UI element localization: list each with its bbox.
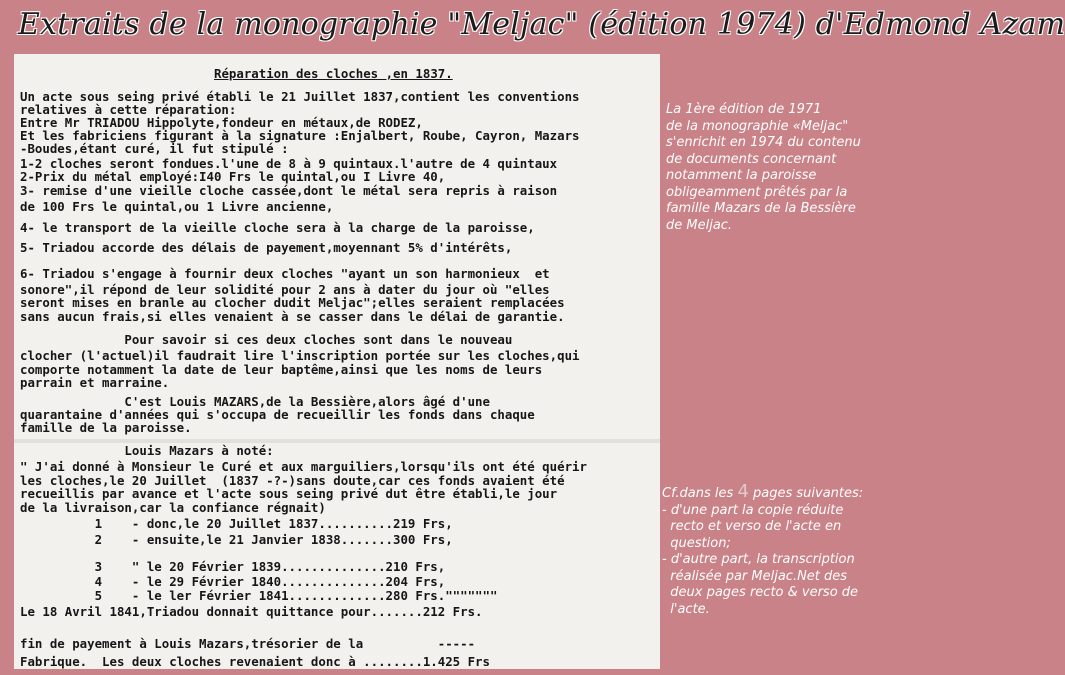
document-line: C'est Louis MAZARS,de la Bessière,alors âgé d'une [20, 394, 490, 409]
document-line: 3- remise d'une vieille cloche cassée,dont le métal sera repris à raison [20, 183, 558, 198]
document-line: de la livraison,car la confiance régnait) [20, 500, 326, 515]
edition-note-line: de documents concernant [666, 151, 837, 167]
document-line: 6- Triadou s'engage à fournir deux cloches "ayant un son harmonieux et [20, 266, 550, 281]
document-line: les cloches,le 20 Juillet (1837 -?-)sans doute,car ces fonds avaient été [20, 473, 565, 488]
page-title: Extraits de la monographie "Meljac" (édition 1974) d'Edmond Azam [18, 7, 1065, 42]
edition-note-line: s'enrichit en 1974 du contenu [666, 135, 861, 150]
document-line: sonore",il répond de leur solidité pour 2 ans à dater du jour où "elles [20, 282, 550, 297]
edition-note-line: de Meljac. [666, 217, 733, 233]
pages-note [662, 481, 898, 618]
edition-note-line: famille Mazars de la Bessière [666, 201, 856, 216]
pages-count: 4 [737, 481, 749, 502]
document-line: Le 18 Avril 1841,Triadou donnait quittance pour.......212 Frs. [20, 604, 483, 619]
document-line: 5- Triadou accorde des délais de payement,moyennant 5% d'intérêts, [20, 240, 513, 255]
document-line: relatives à cette réparation: [20, 102, 237, 117]
document-line: 4 - le 29 Février 1840..............204 Frs, [20, 574, 446, 589]
document-line: comporte notamment la date de leur baptême,ainsi que les noms de leurs [20, 362, 543, 377]
document-line: seront mises en branle au clocher dudit Meljac";elles seraient remplacées [20, 295, 565, 310]
pages-note-item: question; [662, 535, 731, 551]
edition-note-line: La 1ère édition de 1971 [666, 102, 822, 117]
pages-note-item: - d'une part la copie réduite [662, 502, 844, 518]
document-line: 4- le transport de la vieille cloche sera à la charge de la paroisse, [20, 220, 535, 235]
document-line: quarantaine d'années qui s'occupa de recueillir les fonds dans chaque [20, 407, 535, 422]
document-line: -Boudes,étant curé, il fut stipulé : [20, 141, 289, 156]
pages-note-item: recto et verso de l'acte en [662, 519, 842, 534]
document-line: Et les fabriciens figurant à la signature :Enjalbert, Roube, Cayron, Mazars [20, 128, 580, 143]
document-line: " J'ai donné à Monsieur le Curé et aux marguiliers,lorsqu'ils ont été quérir [20, 459, 587, 474]
document-line: Un acte sous seing privé établi le 21 Juillet 1837,contient les conventions [20, 89, 580, 104]
pages-note-suffix: pages suivantes: [748, 486, 864, 501]
edition-note [666, 102, 894, 234]
document-line: famille de la paroisse. [20, 420, 192, 435]
pages-note-prefix: Cf.dans les [662, 486, 738, 501]
pages-note-item: deux pages recto & verso de [662, 585, 859, 600]
document-line: 1 - donc,le 20 Juillet 1837..........219 Frs, [20, 516, 453, 531]
pages-note-header [662, 481, 898, 503]
pages-note-item: réalisée par Meljac.Net des [662, 568, 848, 584]
document-line: 3 " le 20 Février 1839..............210 Frs, [20, 559, 446, 574]
document-line: Louis Mazars à noté: [20, 443, 274, 458]
edition-note-line: obligeamment prêtés par la [666, 184, 848, 200]
document-line: Entre Mr TRIADOU Hippolyte,fondeur en métaux,de RODEZ, [20, 115, 423, 130]
pages-note-list [662, 503, 898, 619]
edition-note-line: notamment la paroisse [666, 168, 817, 183]
document-line: 1-2 cloches seront fondues.l'une de 8 à 9 quintaux.l'autre de 4 quintaux [20, 156, 558, 171]
pages-note-item: - d'autre part, la transcription [662, 552, 855, 567]
edition-note-line: de la monographie «Meljac" [666, 118, 849, 134]
document-line: Fabrique. Les deux cloches revenaient donc à ........1.425 Frs [20, 654, 490, 669]
document-line: sans aucun frais,si elles venaient à se casser dans le délai de garantie. [20, 309, 565, 324]
document-line: de 100 Frs le quintal,ou 1 Livre ancienne, [20, 199, 334, 214]
document-line: 5 - le ler Février 1841.............280 Frs.""""""" [20, 588, 498, 603]
document-line: parrain et marraine. [20, 375, 170, 390]
document-heading: Réparation des cloches ,en 1837. [214, 66, 453, 81]
pages-note-item: l'acte. [662, 601, 710, 617]
typewritten-document-scan [14, 54, 660, 669]
document-line: 2-Prix du métal employé:I40 Frs le quintal,ou I Livre 40, [20, 169, 446, 184]
document-line: recueillis par avance et l'acte sous seing privé dut être établi,le jour [20, 486, 558, 501]
document-line: Pour savoir si ces deux cloches sont dans le nouveau [20, 332, 513, 347]
document-line: 2 - ensuite,le 21 Janvier 1838.......300 Frs, [20, 532, 453, 547]
document-line: fin de payement à Louis Mazars,trésorier de la ----- [20, 636, 476, 651]
document-line: clocher (l'actuel)il faudrait lire l'inscription portée sur les cloches,qui [20, 348, 580, 363]
